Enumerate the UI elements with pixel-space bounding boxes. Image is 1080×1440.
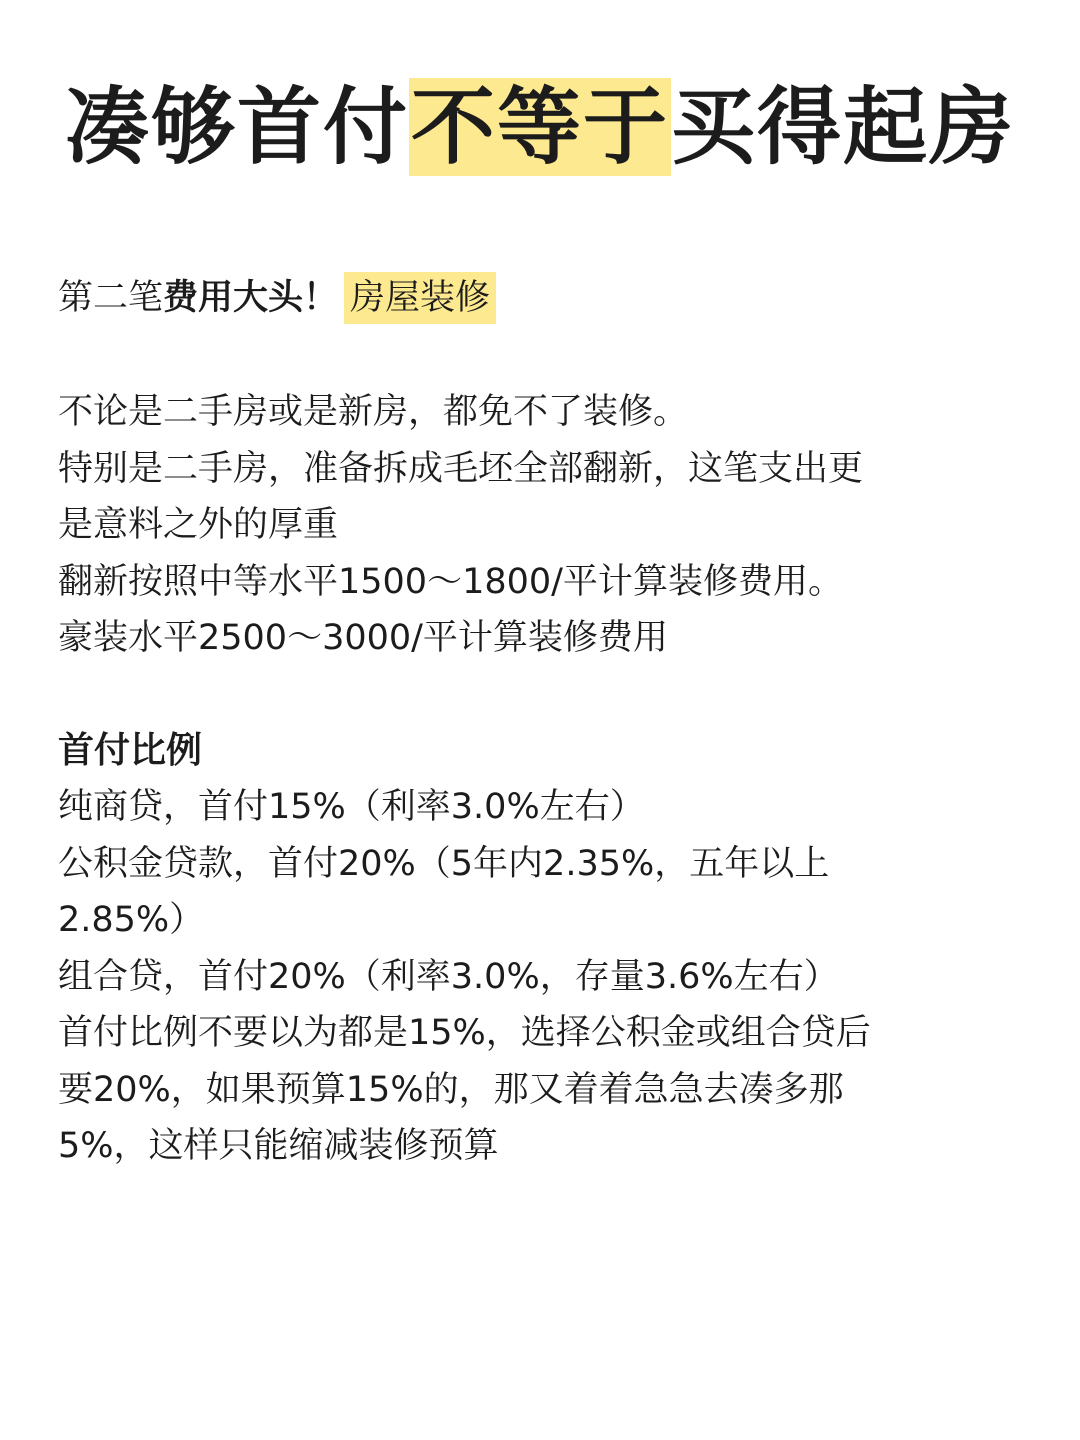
- section-line: 纯商贷，首付15%（利率3.0%左右）: [58, 787, 645, 827]
- title-highlight: 不等于: [410, 78, 669, 176]
- article-body: [58, 270, 1018, 1175]
- spacer: [58, 326, 1018, 384]
- section-line: 5%，这样只能缩减装修预算: [58, 1126, 499, 1166]
- section-line: 组合贷，首付20%（利率3.0%，存量3.6%左右）: [58, 956, 839, 997]
- paragraph-line: 豪装水平2500～3000/平计算装修费用: [58, 618, 668, 658]
- subheading: [58, 270, 1018, 326]
- section-line: 要20%，如果预算15%的，那又着着急急去凑多那: [58, 1069, 844, 1110]
- paragraph-line: 不论是二手房或是新房，都免不了装修。: [58, 392, 689, 432]
- subheading-bold: 费用大头！: [163, 278, 339, 318]
- section-heading: 首付比例: [58, 729, 203, 771]
- paragraph-line: 特别是二手房，准备拆成毛坯全部翻新，这笔支出更: [58, 448, 864, 489]
- subheading-tag: 房屋装修: [344, 272, 496, 324]
- paragraph-renovation: [58, 384, 1018, 667]
- section-line: 2.85%）: [58, 900, 205, 940]
- page-title: [0, 72, 1080, 182]
- section-line: 公积金贷款，首付20%（5年内2.35%，五年以上: [58, 843, 830, 884]
- subheading-prefix: 第二笔: [58, 278, 164, 318]
- paragraph-line: 是意料之外的厚重: [58, 505, 339, 545]
- title-part1: 凑够首付: [64, 78, 409, 176]
- paragraph-line: 翻新按照中等水平1500～1800/平计算装修费用。: [58, 561, 843, 602]
- title-part2: 买得起房: [671, 78, 1016, 176]
- spacer: [58, 667, 1018, 723]
- section-line: 首付比例不要以为都是15%，选择公积金或组合贷后: [58, 1013, 871, 1053]
- section-down-payment: [58, 723, 1018, 1175]
